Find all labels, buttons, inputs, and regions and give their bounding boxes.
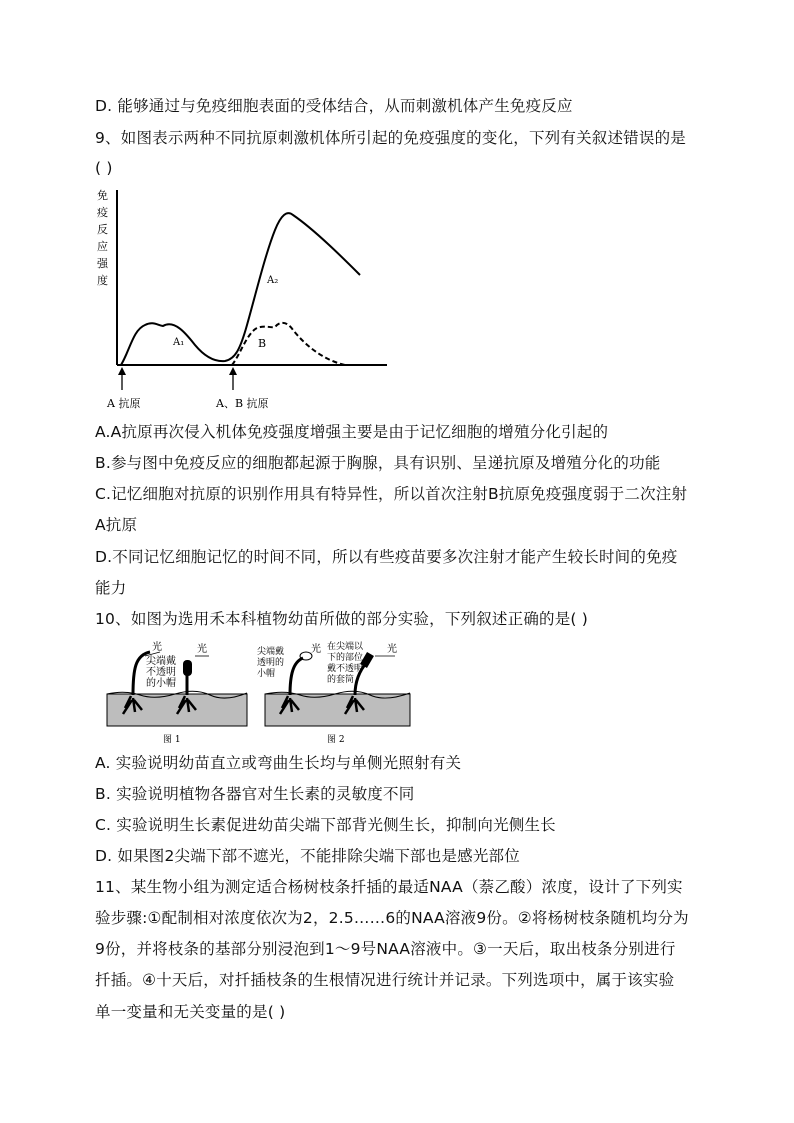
fig2-label-1: 尖端戴 — [257, 647, 285, 657]
q9-option-d-line1: D.不同记忆细胞记忆的时间不同，所以有些疫苗要多次注射才能产生较长时间的免疫 — [95, 548, 678, 566]
y-label-char: 强 — [97, 257, 108, 270]
curve-b-label: B — [258, 337, 267, 350]
y-label-char: 度 — [97, 274, 108, 287]
y-label-char: 疫 — [97, 206, 108, 219]
fig2-caption: 图 2 — [327, 735, 345, 745]
fig2-label-3: 小帽 — [257, 669, 276, 679]
q8-option-d: D. 能够通过与免疫细胞表面的受体结合，从而刺激机体产生免疫反应 — [95, 97, 573, 115]
q10-figure — [105, 640, 415, 748]
arrow-1-label: A 抗原 — [107, 397, 141, 410]
q9-stem: 9、如图表示两种不同抗原刺激机体所引起的免疫强度的变化，下列有关叙述错误的是 — [95, 129, 686, 147]
fig2-seedling-1 — [290, 658, 303, 695]
q10-option-d: D. 如果图2尖端下部不遮光，不能排除尖端下部也是感光部位 — [95, 847, 520, 865]
fig2-label-2: 透明的 — [257, 658, 285, 668]
q11-line-5: 单一变量和无关变量的是( ) — [95, 1003, 286, 1021]
arrow-2-label: A、B 抗原 — [216, 397, 269, 410]
q11-line-4: 扦插。④十天后，对扦插枝条的生根情况进行统计并记录。下列选项中，属于该实验 — [95, 971, 675, 989]
fig1-light: 光 — [152, 642, 162, 653]
fig2-label-7: 的套筒 — [327, 675, 355, 685]
y-label-char: 反 — [97, 223, 108, 236]
fig1-light2: 光 — [197, 644, 207, 655]
y-label-char: 应 — [97, 240, 108, 253]
fig1-label-1: 尖端戴 — [146, 656, 176, 667]
q9-figure — [95, 185, 395, 415]
q11-line-3: 9份，并将枝条的基部分别浸泡到1～9号NAA溶液中。③一天后，取出枝条分别进行 — [95, 940, 676, 958]
fig1-opaque-cap — [183, 660, 192, 676]
arrow-2-head — [229, 367, 237, 375]
q9-option-c-line2: A抗原 — [95, 516, 138, 534]
fig2-label-5: 下的部位 — [327, 653, 364, 663]
q9-option-c-line1: C.记忆细胞对抗原的识别作用具有特异性，所以首次注射B抗原免疫强度弱于二次注射 — [95, 485, 688, 503]
q10-option-b: B. 实验说明植物各器官对生长素的灵敏度不同 — [95, 785, 415, 803]
curve-a1-label: A₁ — [173, 337, 185, 348]
fig2-light: 光 — [311, 644, 321, 655]
fig1-label-3: 的小帽 — [146, 678, 176, 689]
curve-b — [232, 323, 345, 365]
arrow-1-head — [118, 367, 126, 375]
q10-stem: 10、如图为选用禾本科植物幼苗所做的部分实验，下列叙述正确的是( ) — [95, 610, 589, 628]
q11-line-1: 11、某生物小组为测定适合杨树枝条扦插的最适NAA（萘乙酸）浓度，设计了下列实 — [95, 878, 683, 896]
q9-option-b: B.参与图中免疫反应的细胞都起源于胸腺，具有识别、呈递抗原及增殖分化的功能 — [95, 454, 661, 472]
fig1-caption: 图 1 — [163, 735, 181, 745]
y-label-char: 免 — [97, 189, 108, 202]
q9-option-a: A.A抗原再次侵入机体免疫强度增强主要是由于记忆细胞的增殖分化引起的 — [95, 423, 609, 441]
q9-paren: ( ) — [95, 159, 113, 177]
fig1-soil — [107, 694, 247, 726]
fig1-label-2: 不透明 — [146, 667, 176, 678]
q10-option-a: A. 实验说明幼苗直立或弯曲生长均与单侧光照射有关 — [95, 754, 462, 772]
fig2-label-4: 在尖端以 — [327, 642, 364, 652]
fig2-label-6: 戴不透明 — [327, 664, 364, 674]
curve-a — [121, 213, 360, 365]
q9-option-d-line2: 能力 — [95, 579, 127, 597]
curve-a2-label: A₂ — [267, 275, 279, 286]
fig2-light2: 光 — [387, 644, 397, 655]
q10-option-c: C. 实验说明生长素促进幼苗尖端下部背光侧生长，抑制向光侧生长 — [95, 816, 556, 834]
q11-line-2: 验步骤:①配制相对浓度依次为2，2.5……6的NAA溶液9份。②将杨树枝条随机均分为 — [95, 909, 689, 927]
